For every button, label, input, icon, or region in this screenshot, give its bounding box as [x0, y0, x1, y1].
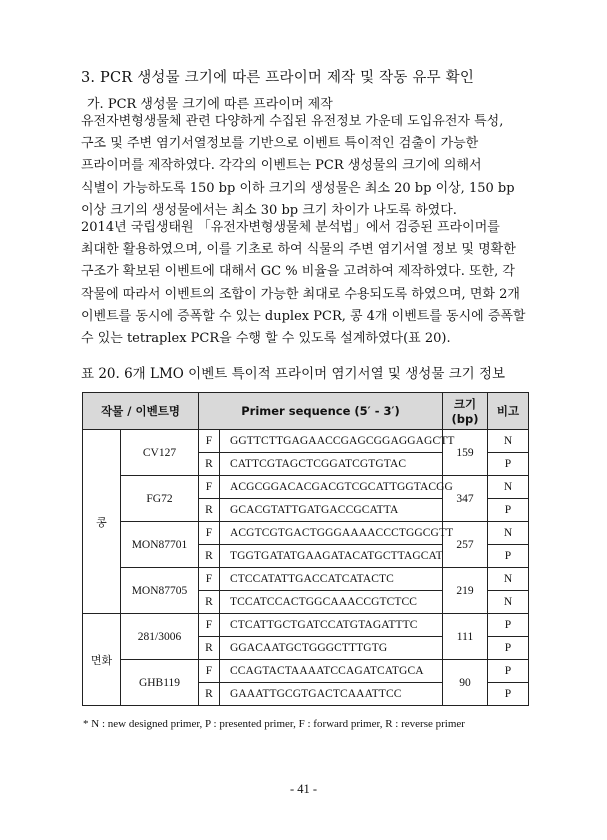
- table-row: [83, 430, 529, 453]
- header-size-line2: (bp): [451, 412, 479, 426]
- paragraph-line: 구조 및 주변 염기서열정보를 기반으로 이벤트 특이적인 검출이 가능한: [81, 136, 479, 152]
- header-size-line1: 크기: [453, 397, 477, 411]
- subsection-heading: 가. PCR 생성물 크기에 따른 프라이머 제작: [87, 97, 333, 112]
- size-cell: 90: [443, 660, 488, 706]
- primer-table: [82, 392, 529, 706]
- sequence-cell: CATTCGTAGCTCGGATCGTGTAC: [220, 453, 443, 476]
- paragraph-line: 최대한 활용하였으며, 이를 기초로 하여 식물의 주변 염기서열 정보 및 명확한: [81, 242, 516, 258]
- paragraph-2: [81, 217, 527, 350]
- event-cell: 281/3006: [121, 614, 199, 660]
- table-row: [83, 660, 529, 683]
- sequence-cell: GGACAATGCTGGGCTTTGTG: [220, 637, 443, 660]
- header-primer-sequence: Primer sequence (5′ - 3′): [199, 393, 443, 430]
- note-cell: N: [488, 591, 529, 614]
- paragraph-line: 프라이머를 제작하였다. 각각의 이벤트는 PCR 생성물의 크기에 의해서: [81, 158, 482, 174]
- size-cell: 257: [443, 522, 488, 568]
- paragraph-line: 2014년 국립생태원 「유전자변형생물체 분석법」에서 검증된 프라이머를: [81, 220, 500, 235]
- paragraph-line: 수 있는 tetraplex PCR을 수행 할 수 있도록 설계하였다(표 20).: [81, 330, 451, 346]
- sequence-cell: ACGCGGACACGACGTCGCATTGGTACGG: [220, 476, 443, 499]
- direction-cell: R: [199, 545, 220, 568]
- size-cell: 347: [443, 476, 488, 522]
- note-cell: N: [488, 522, 529, 545]
- table-caption: 표 20. 6개 LMO 이벤트 특이적 프라이머 염기서열 및 생성물 크기 정보: [81, 366, 506, 382]
- direction-cell: F: [199, 430, 220, 453]
- sequence-cell: CTCATTGCTGATCCATGTAGATTTC: [220, 614, 443, 637]
- table-row: [83, 476, 529, 499]
- paragraph-1: [81, 111, 527, 222]
- header-note: 비고: [488, 393, 529, 430]
- direction-cell: R: [199, 591, 220, 614]
- crop-cell: 콩: [83, 430, 121, 614]
- note-cell: N: [488, 568, 529, 591]
- event-cell: FG72: [121, 476, 199, 522]
- header-crop-event: 작물 / 이벤트명: [83, 393, 199, 430]
- sequence-cell: GGTTCTTGAGAACCGAGCGGAGGAGCTT: [220, 430, 443, 453]
- table-row: [83, 614, 529, 637]
- sequence-cell: CCAGTACTAAAATCCAGATCATGCA: [220, 660, 443, 683]
- sequence-cell: TGGTGATATGAAGATACATGCTTAGCAT: [220, 545, 443, 568]
- section-heading: 3. PCR 생성물 크기에 따른 프라이머 제작 및 작동 유무 확인: [81, 70, 475, 86]
- note-cell: P: [488, 683, 529, 706]
- direction-cell: F: [199, 522, 220, 545]
- direction-cell: F: [199, 568, 220, 591]
- note-cell: P: [488, 453, 529, 476]
- size-cell: 111: [443, 614, 488, 660]
- table-footnote: * N : new designed primer, P : presented primer, F : forward primer, R : reverse primer: [83, 718, 465, 730]
- note-cell: P: [488, 545, 529, 568]
- event-cell: CV127: [121, 430, 199, 476]
- direction-cell: F: [199, 660, 220, 683]
- sequence-cell: CTCCATATTGACCATCATACTC: [220, 568, 443, 591]
- paragraph-line: 식별이 가능하도록 150 bp 이하 크기의 생성물은 최소 20 bp 이상, 150 bp: [81, 180, 515, 196]
- size-cell: 159: [443, 430, 488, 476]
- paragraph-line: 유전자변형생물체 관련 다양하게 수집된 유전정보 가운데 도입유전자 특성,: [81, 114, 504, 129]
- direction-cell: R: [199, 637, 220, 660]
- note-cell: P: [488, 637, 529, 660]
- event-cell: GHB119: [121, 660, 199, 706]
- table-row: [83, 522, 529, 545]
- size-cell: 219: [443, 568, 488, 614]
- sequence-cell: GCACGTATTGATGACCGCATTA: [220, 499, 443, 522]
- table-row: [83, 568, 529, 591]
- header-size: [443, 393, 488, 430]
- direction-cell: F: [199, 614, 220, 637]
- direction-cell: R: [199, 499, 220, 522]
- direction-cell: F: [199, 476, 220, 499]
- paragraph-line: 작물에 따라서 이벤트의 조합이 가능한 최대로 수용되도록 하였으며, 면화 2개: [81, 286, 520, 302]
- paragraph-line: 구조가 확보된 이벤트에 대해서 GC % 비율을 고려하여 제작하였다. 또한, 각: [81, 264, 515, 280]
- note-cell: N: [488, 430, 529, 453]
- direction-cell: R: [199, 453, 220, 476]
- paragraph-line: 이벤트를 동시에 증폭할 수 있는 duplex PCR, 콩 4개 이벤트를 동시에 증폭할: [81, 308, 526, 324]
- note-cell: N: [488, 476, 529, 499]
- note-cell: P: [488, 660, 529, 683]
- paragraph-line: 이상 크기의 생성물에서는 최소 30 bp 크기 차이가 나도록 하였다.: [81, 202, 457, 218]
- direction-cell: R: [199, 683, 220, 706]
- page-number: - 41 -: [289, 782, 318, 796]
- event-cell: MON87701: [121, 522, 199, 568]
- note-cell: P: [488, 499, 529, 522]
- crop-cell: 면화: [83, 614, 121, 706]
- note-cell: P: [488, 614, 529, 637]
- event-cell: MON87705: [121, 568, 199, 614]
- sequence-cell: GAAATTGCGTGACTCAAATTCC: [220, 683, 443, 706]
- sequence-cell: TCCATCCACTGGCAAACCGTCTCC: [220, 591, 443, 614]
- sequence-cell: ACGTCGTGACTGGGAAAACCCTGGCGTT: [220, 522, 443, 545]
- table-header-row: [83, 393, 529, 430]
